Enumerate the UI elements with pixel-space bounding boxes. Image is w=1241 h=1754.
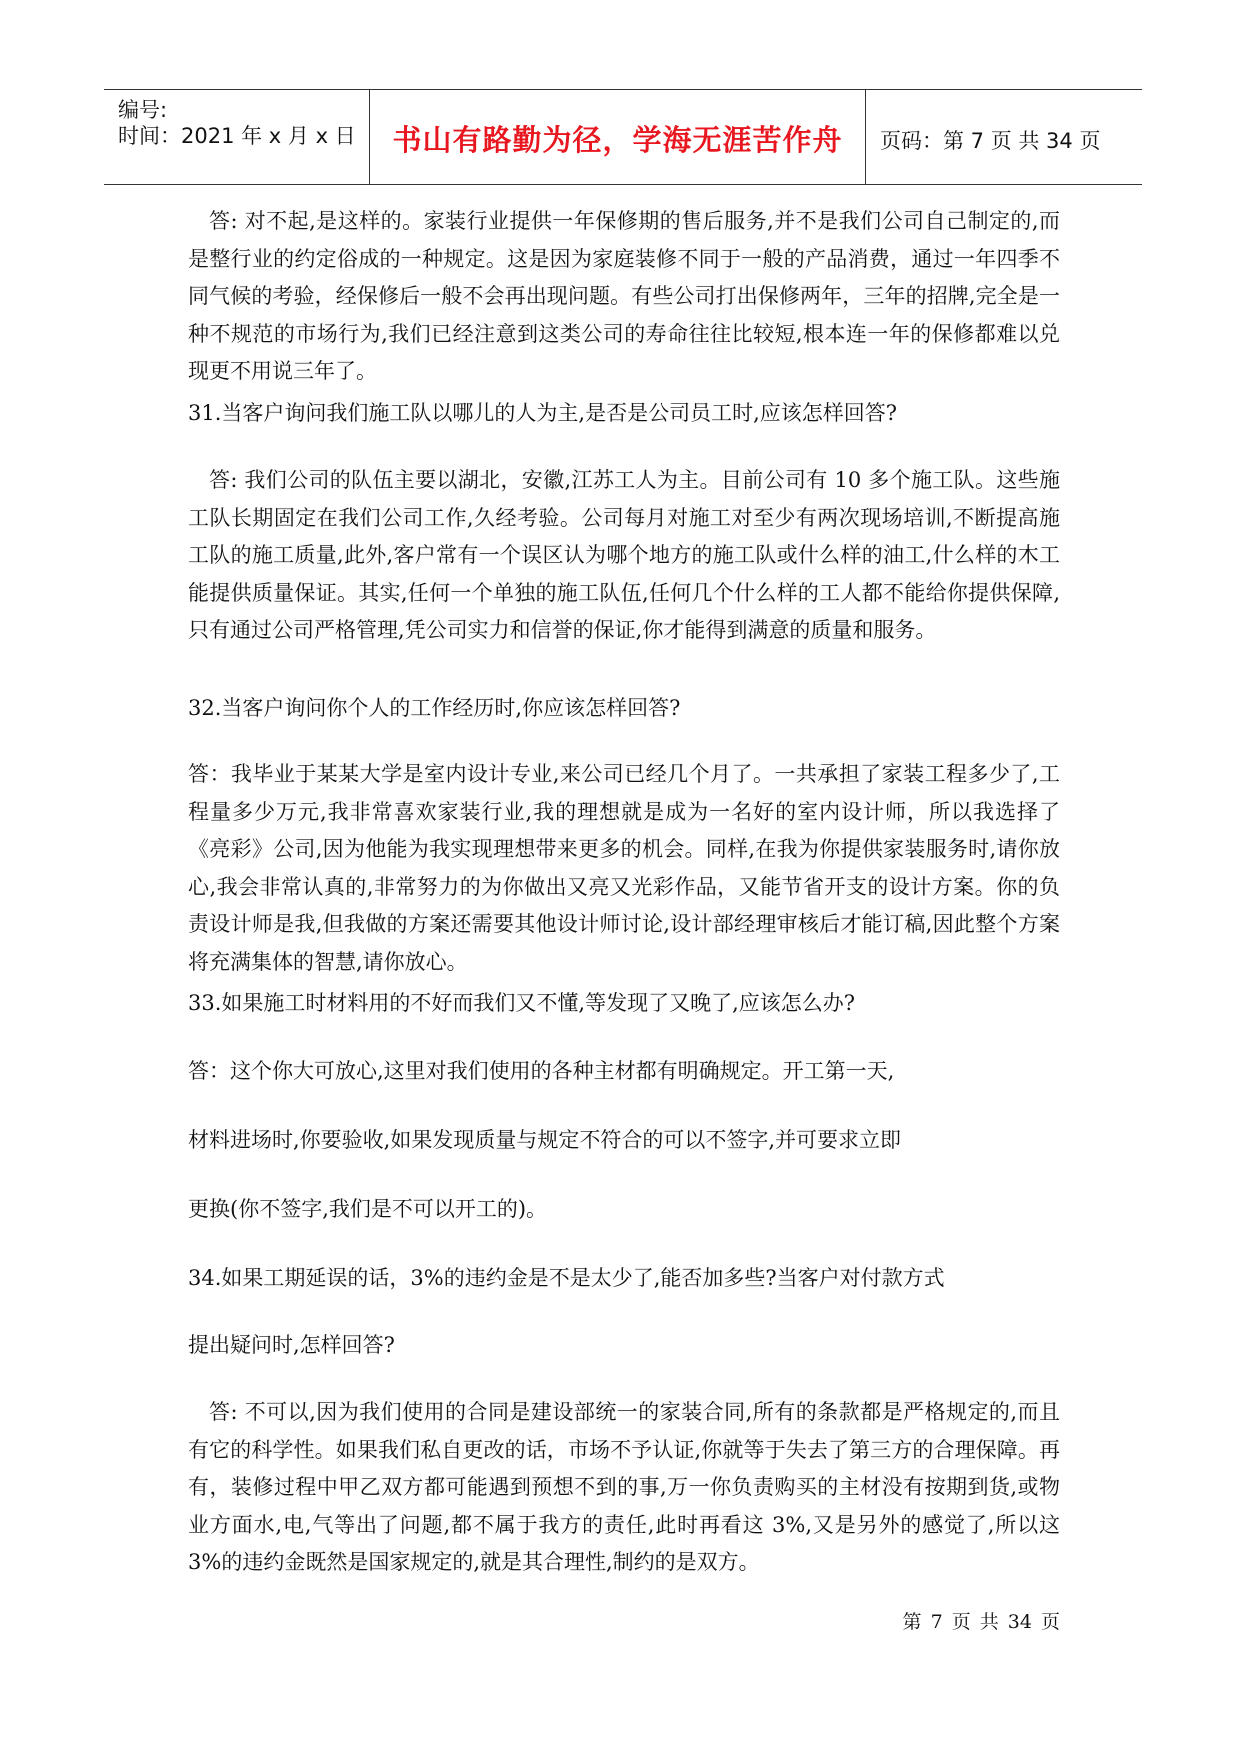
header-info-cell [104, 90, 370, 184]
document-number-label: 编号: [118, 98, 168, 122]
answer-paragraph: 答：我毕业于某某大学是室内设计专业,来公司已经几个月了。一共承担了家装工程多少了,工程量多少万元,我非常喜欢家装行业,我的理想就是成为一名好的室内设计师，所以我选择了《亮彩》公司,因为他能为我实现理想带来更多的机会。同样,在我为你提供家装服务时,请你放心,我会非常认真的,非常努力的为你做出又亮又光彩作品，又能节省开支的设计方案。你的负责设计师是我,但我做的方案还需要其他设计师讨论,设计部经理审核后才能订稿,因此整个方案将充满集体的智慧,请你放心。 [188, 762, 1060, 974]
page-header [104, 89, 1142, 185]
answer-paragraph: 答: 对不起,是这样的。家装行业提供一年保修期的售后服务,并不是我们公司自己制定的,而是整行业的约定俗成的一种规定。这是因为家庭装修不同于一般的产品消费，通过一年四季不同气候的考验，经保修后一般不会再出现问题。有些公司打出保修两年，三年的招牌,完全是一种不规范的市场行为,我们已经注意到这类公司的寿命往往比较短,根本连一年的保修都难以兑现更不用说三年了。 [188, 209, 1060, 383]
header-page-number: 页码：第 7 页 共 34 页 [880, 129, 1101, 153]
answer-paragraph: 材料进场时,你要验收,如果发现质量与规定不符合的可以不签字,并可要求立即 [188, 1128, 902, 1152]
page-footer: 第 7 页 共 34 页 [902, 1611, 1060, 1633]
question-heading: 33.如果施工时材料用的不好而我们又不懂,等发现了又晚了,应该怎么办? [188, 991, 856, 1015]
header-page-cell [866, 90, 1142, 184]
question-heading: 32.当客户询问你个人的工作经历时,你应该怎样回答? [188, 696, 681, 720]
answer-paragraph: 答：这个你大可放心,这里对我们使用的各种主材都有明确规定。开工第一天, [188, 1059, 895, 1083]
header-motto: 书山有路勤为径，学海无涯苦作舟 [392, 123, 843, 157]
header-motto-cell [370, 90, 866, 184]
document-time-label: 时间：2021 年 x 月 x 日 [118, 124, 356, 148]
answer-paragraph: 更换(你不签字,我们是不可以开工的)。 [188, 1197, 548, 1221]
answer-paragraph: 答: 我们公司的队伍主要以湖北，安徽,江苏工人为主。目前公司有 10 多个施工队。这些施工队长期固定在我们公司工作,久经考验。公司每月对施工对至少有两次现场培训,不断提高施工队的施工质量,此外,客户常有一个误区认为哪个地方的施工队或什么样的油工,什么样的木工能提供质量保证。其实,任何一个单独的施工队伍,任何几个什么样的工人都不能给你提供保障,只有通过公司严格管理,凭公司实力和信誉的保证,你才能得到满意的质量和服务。 [188, 468, 1060, 642]
question-heading: 34.如果工期延误的话，3%的违约金是不是太少了,能否加多些?当客户对付款方式 [188, 1266, 945, 1290]
answer-paragraph: 答: 不可以,因为我们使用的合同是建设部统一的家装合同,所有的条款都是严格规定的,而且有它的科学性。如果我们私自更改的话，市场不予认证,你就等于失去了第三方的合理保障。再有，装修过程中甲乙双方都可能遇到预想不到的事,万一你负责购买的主材没有按期到货,或物业方面水,电,气等出了问题,都不属于我方的责任,此时再看这 3%,又是另外的感觉了,所以这 3%的违约金既然是国家规定的,就是其合理性,制约的是双方。 [188, 1400, 1060, 1574]
question-heading: 提出疑问时,怎样回答? [188, 1333, 395, 1357]
question-heading: 31.当客户询问我们施工队以哪儿的人为主,是否是公司员工时,应该怎样回答? [188, 401, 898, 425]
